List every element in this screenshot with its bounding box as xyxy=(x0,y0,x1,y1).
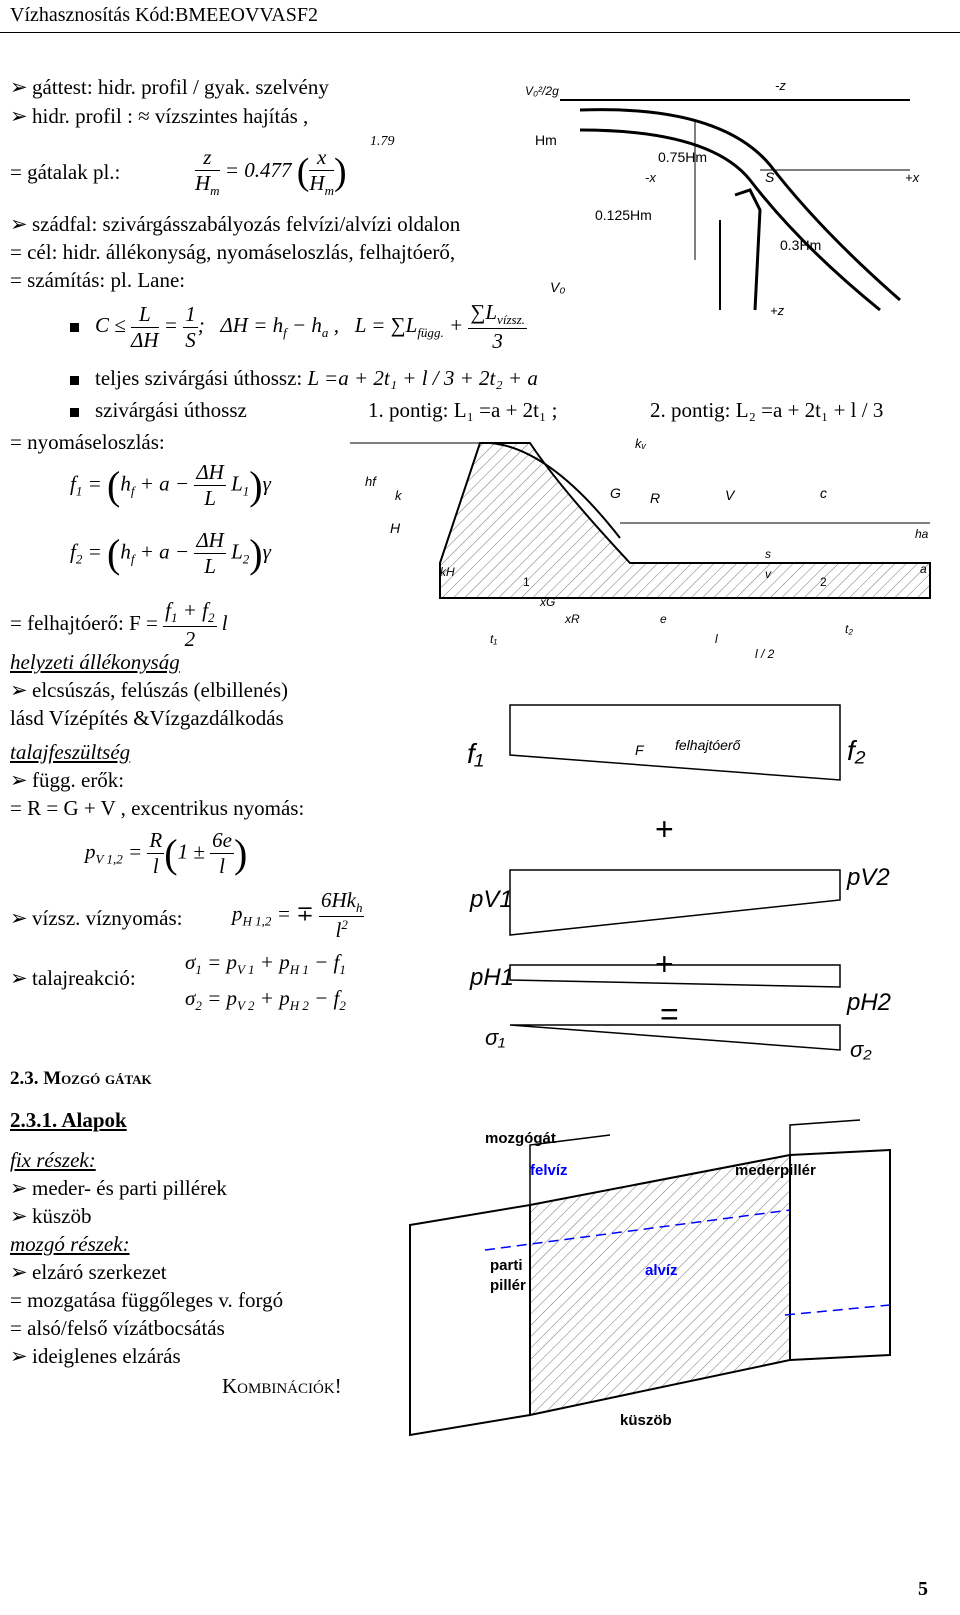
movable-weir-figure xyxy=(390,1115,920,1455)
arrow-bullet-icon: ➢ xyxy=(10,1204,28,1228)
section-2-3: 2.3. Mozgó gátak xyxy=(10,1068,152,1089)
weir-cross-section-figure xyxy=(340,428,940,668)
formula-f2: $f_2 = (h_f + a$ − $\frac{\Delta H}{L}$ $L_2)\gamma$ xyxy=(70,528,271,578)
plus-sign-1: + xyxy=(655,811,674,847)
formula-sigma1: $\sigma_1 = p_{V 1} + p_{H 1} - f_1$ xyxy=(185,950,346,978)
label-xg: xG xyxy=(540,595,556,609)
label-v-force: V xyxy=(725,487,735,503)
line-nyomas: = nyomáseloszlás: xyxy=(10,430,165,454)
arrow-bullet-icon: ➢ xyxy=(10,1260,28,1284)
heading-fix: fix részek: xyxy=(10,1148,96,1172)
arrow-bullet-icon: ➢ xyxy=(10,768,28,792)
label-velocity-head: V₀²/2g xyxy=(525,84,559,98)
bullet-elzaro: ➢ elzáró szerkezet xyxy=(10,1260,167,1284)
arrow-bullet-icon: ➢ xyxy=(10,678,28,702)
arrow-bullet-icon: ➢ xyxy=(10,104,28,128)
label-t1: t₁ xyxy=(490,632,498,646)
label-f-resultant: F xyxy=(635,742,644,758)
label-kv: kᵥ xyxy=(635,436,647,451)
bullet-ideiglenes: ➢ ideiglenes elzárás xyxy=(10,1344,181,1368)
heading-helyzeti: helyzeti állékonyság xyxy=(10,650,180,674)
label-sigma1: σ₁ xyxy=(485,1025,506,1050)
formula-sigma2: $\sigma_2 = p_{V 2} + p_{H 2} - f_2$ xyxy=(185,986,346,1014)
label-g: G xyxy=(610,485,621,501)
label-k: k xyxy=(395,488,402,503)
bullet-szadfal: ➢ szádfal: szivárgásszabályozás felvízi/alvízi oldalon xyxy=(10,212,461,236)
square-bullet-icon xyxy=(70,408,79,417)
line-gatalak: = gátalak pl.: xyxy=(10,160,121,184)
line-mozgatasa: = mozgatása függőleges v. forgó xyxy=(10,1288,284,1312)
arrow-bullet-icon: ➢ xyxy=(10,966,28,990)
line-pont1: 1. pontig: L₁ =a + 2t₁ ; xyxy=(368,398,558,422)
pressure-distribution-figure xyxy=(455,695,895,1095)
equals-sign: = xyxy=(660,996,679,1032)
label-f2: f₂ xyxy=(847,735,866,766)
label-a: a xyxy=(920,562,927,576)
label-sigma2: σ₂ xyxy=(850,1037,872,1062)
header-rule xyxy=(0,32,960,33)
line-pont2: 2. pontig: L₂ =a + 2t₁ + l / 3 xyxy=(650,398,884,422)
gatalak-exponent: 1.79 xyxy=(370,134,395,149)
line-szamitas: = számítás: pl. Lane: xyxy=(10,268,186,292)
line-rgv: = R = G + V , excentrikus nyomás: xyxy=(10,796,305,820)
label-03hm: 0.3Hm xyxy=(780,237,822,253)
arrow-bullet-icon: ➢ xyxy=(10,1176,28,1200)
line-also: = alsó/felső vízátbocsátás xyxy=(10,1316,225,1340)
square-bullet-icon xyxy=(70,323,79,332)
line-lasd: lásd Vízépítés &Vízgazdálkodás xyxy=(10,706,284,730)
formula-lane: C ≤ $\frac{L}{\Delta H}$ = $\frac{1}{S}$ ; $\Delta H = h_f - h_a$ , $L = \sum L_{függ.}$ + $\frac{\sum L_{vízsz.}}{3}$ xyxy=(70,300,527,354)
square-bullet-icon xyxy=(70,376,79,385)
label-c: c xyxy=(820,485,827,501)
arrow-bullet-icon: ➢ xyxy=(10,906,28,930)
formula-pv: $p_{V 1,2}$ = $\frac{R}{l}$ (1 ± $\frac{6e}{l}$ ) xyxy=(85,828,248,878)
label-plus-x: +x xyxy=(905,170,920,185)
label-075hm: 0.75Hm xyxy=(658,149,708,165)
label-xr: xR xyxy=(565,612,580,626)
label-ha: ha xyxy=(915,527,929,541)
bullet-gattest: ➢ gáttest: hidr. profil / gyak. szelvény xyxy=(10,75,329,99)
label-kh: kH xyxy=(440,565,455,579)
label-hm: Hm xyxy=(535,132,557,148)
label-pv1: pV1 xyxy=(470,886,513,913)
arrow-bullet-icon: ➢ xyxy=(10,75,28,99)
label-r: R xyxy=(650,490,661,506)
bullet-elcsuszas: ➢ elcsúszás, felúszás (elbillenés) xyxy=(10,678,288,702)
spillway-profile-figure xyxy=(520,70,940,330)
label-v-small: v xyxy=(765,567,771,581)
label-mozgogat: mozgógát xyxy=(485,1130,556,1147)
formula-f1: $f_1 = (h_f + a$ − $\frac{\Delta H}{L}$ $L_1)\gamma$ xyxy=(70,460,271,510)
label-kuszob: küszöb xyxy=(620,1412,672,1429)
label-e: e xyxy=(660,612,667,626)
label-l: l xyxy=(715,632,718,646)
label-hf: hf xyxy=(365,474,376,489)
label-h: H xyxy=(390,520,401,536)
plus-sign-2: + xyxy=(655,946,674,982)
arrow-bullet-icon: ➢ xyxy=(10,1344,28,1368)
label-l-half: l / 2 xyxy=(755,647,775,661)
bullet-meder: ➢ meder- és parti pillérek xyxy=(10,1176,227,1200)
formula-ph: $p_{H 1,2}$ = ∓ $\frac{6Hk_h}{l^2}$ xyxy=(232,888,363,943)
label-alviz: alvíz xyxy=(645,1262,678,1279)
label-ph2: pH2 xyxy=(847,989,892,1016)
label-minus-z: -z xyxy=(775,78,786,93)
formula-gatalak: $\frac{z}{H_m}$ = 0.477 ( $\frac{x}{H_m}$ ) xyxy=(195,145,347,199)
label-pv2: pV2 xyxy=(847,864,890,891)
line-sziv-uthossz: szivárgási úthossz xyxy=(70,398,247,423)
arrow-bullet-icon: ➢ xyxy=(10,212,28,236)
label-piller: pillér xyxy=(490,1277,526,1294)
line-kombinaciok: Kombinációk! xyxy=(222,1374,342,1398)
label-point-1: 1 xyxy=(523,575,530,589)
heading-mozgo: mozgó részek: xyxy=(10,1232,130,1256)
bullet-vizsz: ➢ vízsz. víznyomás: xyxy=(10,906,183,930)
label-mederpiller: mederpillér xyxy=(735,1162,816,1179)
bullet-fugg: ➢ függ. erők: xyxy=(10,768,125,792)
label-t2: t₂ xyxy=(845,622,853,636)
line-felhajto: = felhajtóerő: F = $\frac{f_1 + f_2}{2}$ l xyxy=(10,598,228,652)
label-plus-z: +z xyxy=(770,303,785,318)
section-2-3-1: 2.3.1. Alapok xyxy=(10,1108,127,1132)
line-cel: = cél: hidr. állékonyság, nyomáseloszlás, felhajtóerő, xyxy=(10,240,456,264)
label-ph1: pH1 xyxy=(470,964,515,991)
label-s-small: s xyxy=(765,547,771,561)
label-felhajtoero: felhajtóerő xyxy=(675,737,741,753)
label-parti: parti xyxy=(490,1257,523,1274)
page-header: Vízhasznosítás Kód:BMEEOVVASF2 xyxy=(10,4,318,26)
label-felviz: felvíz xyxy=(530,1162,568,1179)
bullet-kuszob: ➢ küszöb xyxy=(10,1204,92,1228)
page-number: 5 xyxy=(918,1578,928,1600)
label-0125hm: 0.125Hm xyxy=(595,207,652,223)
line-teljes: teljes szivárgási úthossz: L =a + 2t₁ + l / 3 + 2t₂ + a xyxy=(70,366,538,391)
label-f1: f₁ xyxy=(467,738,484,769)
bullet-hidr-profil: ➢ hidr. profil : ≈ vízszintes hajítás , xyxy=(10,104,309,128)
label-point-2: 2 xyxy=(820,575,827,589)
heading-talaj: talajfeszültség xyxy=(10,740,131,764)
bullet-talajreakcio: ➢ talajreakció: xyxy=(10,966,136,990)
label-minus-x: -x xyxy=(645,170,656,185)
label-s: S xyxy=(765,169,775,185)
label-v0: V₀ xyxy=(550,279,566,295)
